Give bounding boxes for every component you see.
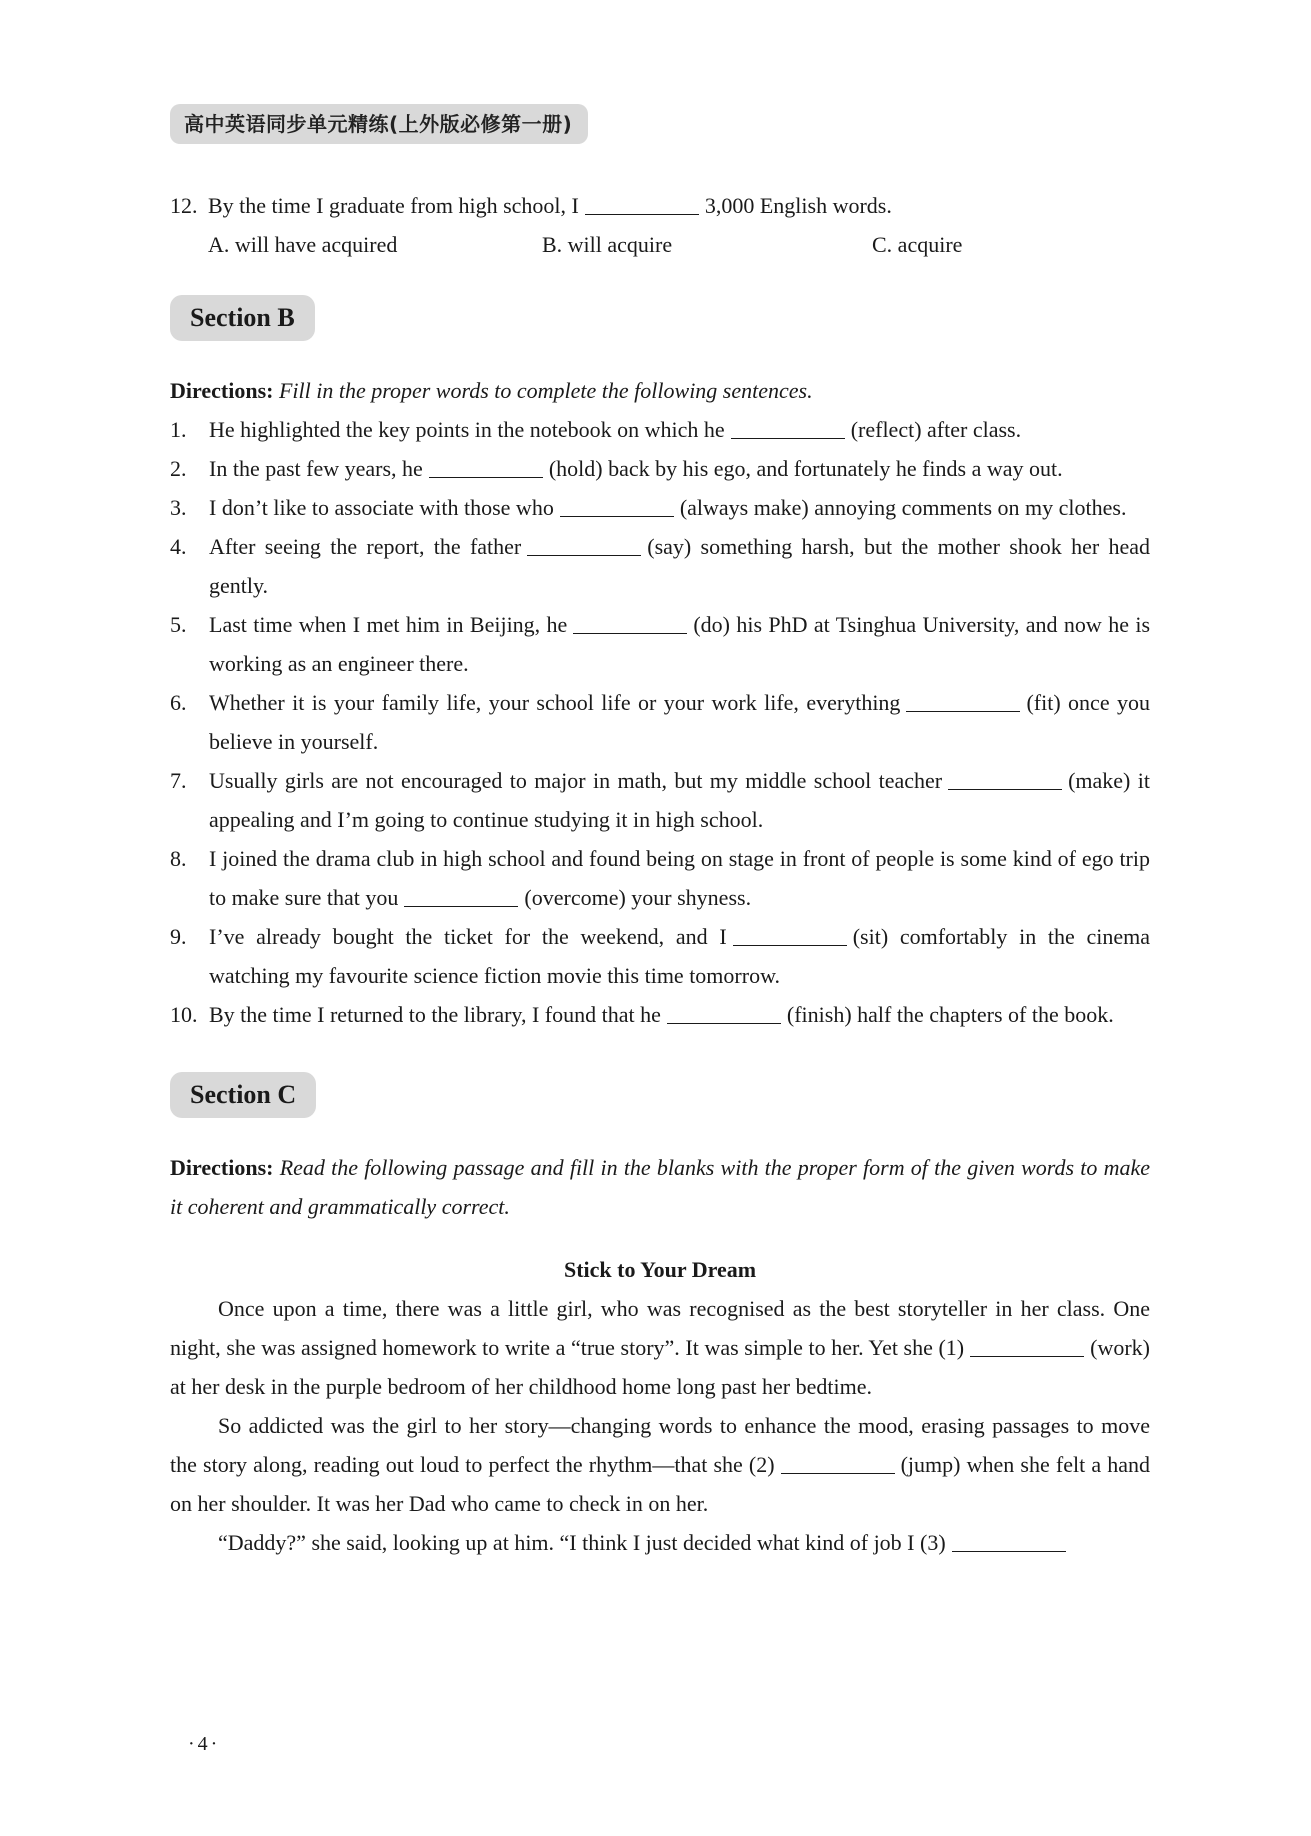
item-text: (finish) half the chapters of the book. (786, 1002, 1114, 1027)
passage-paragraph-2 (170, 1406, 1150, 1523)
answer-blank (731, 418, 845, 439)
answer-blank (585, 194, 699, 215)
answer-blank (560, 496, 674, 517)
directions-text: Fill in the proper words to complete the following sentences. (278, 378, 813, 403)
item-text: (hold) back by his ego, and fortunately he finds a way out. (548, 456, 1063, 481)
section-b-questions (170, 410, 1150, 1034)
section-c-title: Section C (170, 1072, 316, 1118)
item-text: In the past few years, he (209, 456, 423, 481)
item-number: 3. (170, 495, 187, 520)
item-number: 2. (170, 456, 187, 481)
item-text: I joined the drama club in high school and found being on stage in front of people is some kind of ego trip to make sure that you (209, 846, 1150, 910)
answer-blank (948, 769, 1062, 790)
list-item (170, 488, 1150, 527)
item-text: I don’t like to associate with those who (209, 495, 554, 520)
answer-options (170, 225, 1150, 264)
item-text: I’ve already bought the ticket for the weekend, and I (209, 924, 727, 949)
option-c: C. acquire (872, 232, 963, 257)
item-text: By the time I returned to the library, I found that he (209, 1002, 661, 1027)
page-number: ·4· (188, 1733, 221, 1755)
paragraph-text: (work) at her desk in the purple bedroom of her childhood home long past her bedtime. (170, 1335, 1150, 1399)
list-item (170, 761, 1150, 839)
question-text: By the time I graduate from high school, I (208, 193, 579, 218)
page-content (170, 186, 1150, 1562)
item-number: 4. (170, 534, 187, 559)
option-b: B. will acquire (542, 232, 673, 257)
list-item (170, 995, 1150, 1034)
section-b-title: Section B (170, 295, 315, 341)
item-number: 9. (170, 924, 187, 949)
list-item (170, 605, 1150, 683)
list-item (170, 410, 1150, 449)
list-item (170, 449, 1150, 488)
item-number: 1. (170, 417, 187, 442)
item-number: 5. (170, 612, 187, 637)
answer-blank (667, 1003, 781, 1024)
item-text: (say) something harsh, but the mother shook her head gently. (209, 534, 1151, 598)
item-text: (always make) annoying comments on my clothes. (679, 495, 1127, 520)
question-text: 3,000 English words. (704, 193, 892, 218)
passage-paragraph-3 (170, 1523, 1150, 1562)
item-text: (reflect) after class. (850, 417, 1022, 442)
item-text: (sit) comfortably in the cinema watching my favourite science fiction movie this time tomorrow. (209, 924, 1151, 988)
item-text: (overcome) your shyness. (524, 885, 752, 910)
section-b (170, 295, 1150, 1034)
item-number: 10. (170, 1002, 198, 1027)
paragraph-text: “Daddy?” she said, looking up at him. “I think I just decided what kind of job I (3) (218, 1530, 946, 1555)
section-b-directions (170, 371, 1150, 410)
item-text: Last time when I met him in Beijing, he (209, 612, 568, 637)
item-number: 6. (170, 690, 187, 715)
item-text: (make) it appealing and I’m going to continue studying it in high school. (209, 768, 1150, 832)
answer-blank (429, 457, 543, 478)
option-a: A. will have acquired (208, 232, 398, 257)
passage-title: Stick to Your Dream (563, 1257, 757, 1282)
directions-text: Read the following passage and fill in the blanks with the proper form of the given words to make it coherent and grammatically correct. (170, 1155, 1150, 1219)
list-item (170, 527, 1150, 605)
item-text: After seeing the report, the father (209, 534, 522, 559)
item-text: Whether it is your family life, your school life or your work life, everything (209, 690, 901, 715)
answer-blank (906, 691, 1020, 712)
item-number: 8. (170, 846, 187, 871)
paragraph-text: So addicted was the girl to her story—changing words to enhance the mood, erasing passages to move the story along, reading out loud to perfect the rhythm—that she (2) (170, 1413, 1150, 1477)
list-item (170, 917, 1150, 995)
directions-label: Directions: (170, 378, 274, 403)
paragraph-text: Once upon a time, there was a little girl, who was recognised as the best storyteller in her class. One night, she was assigned homework to write a “true story”. It was simple to her. Yet she (1) (170, 1296, 1150, 1360)
question-number: 12. (170, 193, 198, 218)
list-item (170, 839, 1150, 917)
item-text: (fit) once you believe in yourself. (209, 690, 1150, 754)
question-12-stem (170, 186, 1150, 225)
passage-paragraph-1 (170, 1289, 1150, 1406)
item-number: 7. (170, 768, 187, 793)
answer-blank (733, 925, 847, 946)
list-item (170, 683, 1150, 761)
section-c-directions (170, 1148, 1150, 1226)
answer-blank (404, 886, 518, 907)
answer-blank (527, 535, 641, 556)
answer-blank (952, 1531, 1066, 1552)
directions-label: Directions: (170, 1155, 274, 1180)
item-text: He highlighted the key points in the notebook on which he (209, 417, 725, 442)
answer-blank (970, 1336, 1084, 1357)
item-text: Usually girls are not encouraged to major in math, but my middle school teacher (209, 768, 943, 793)
section-c (170, 1072, 1150, 1562)
answer-blank (781, 1453, 895, 1474)
question-12 (170, 186, 1150, 264)
book-title-tab: 高中英语同步单元精练(上外版必修第一册) (170, 104, 588, 144)
item-text: (do) his PhD at Tsinghua University, and now he is working as an engineer there. (209, 612, 1151, 676)
answer-blank (573, 613, 687, 634)
paragraph-text: (jump) when she felt a hand on her shoulder. It was her Dad who came to check in on her. (170, 1452, 1151, 1516)
